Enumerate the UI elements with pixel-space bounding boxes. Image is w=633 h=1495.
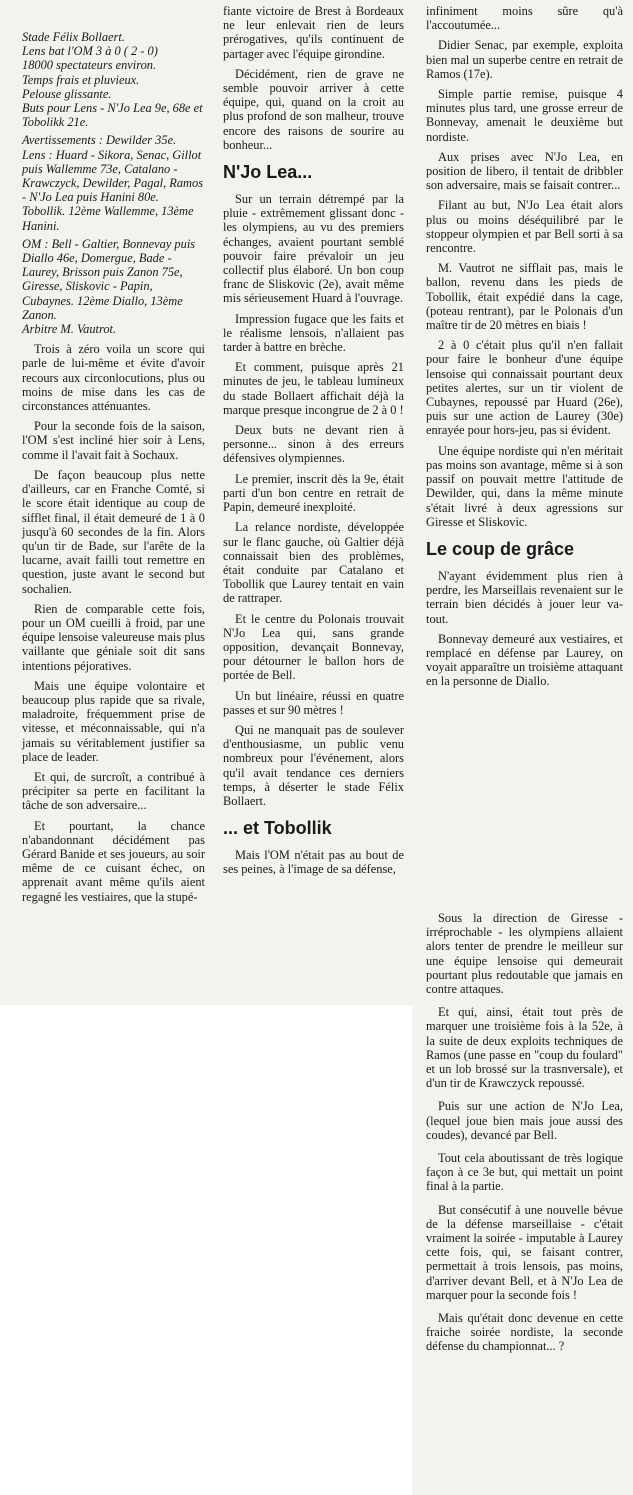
clipping-column-4 <box>412 905 633 1495</box>
article-column-1 <box>22 30 205 1005</box>
paragraph: Qui ne manquait pas de soulever d'enthousiasme, un public venu nombreux pour l'événement, alors qu'il avait tendance ces derniers temps, à déserter le stade Félix Bollaert. <box>223 722 404 808</box>
paragraph: Didier Senac, par exemple, exploita bien mal un superbe centre en retrait de Ramos (17e). <box>426 38 623 81</box>
paragraph: Sous la direction de Giresse - irréprochable - les olympiens allaient alors tenter de prendre le meilleur sur une équipe lensoise qui demeurait pourtant plus redoutable que jamais en contre attaques. <box>426 911 623 997</box>
match-sheet-line: Temps frais et pluvieux. <box>22 72 140 87</box>
paragraph: Mais une équipe volontaire et beaucoup plus rapide que sa rivale, maladroite, fréquemment prise de vitesse, et méconnaissable, qui n'a jamais su véritablement justifier sa place de leader. <box>22 678 205 764</box>
paragraph: Un but linéaire, réussi en quatre passes et sur 90 mètres ! <box>223 688 404 717</box>
paragraph: Et le centre du Polonais trouvait N'Jo Lea qui, sans grande opposition, devançait Bonnevay, pour détourner le ballon hors de portée de Bell. <box>223 611 404 683</box>
match-sheet-line: Stade Félix Bollaert. <box>22 30 125 44</box>
paragraph: De façon beaucoup plus nette d'ailleurs, car en Franche Comté, si le score était identique au coup de sifflet final, il était demeuré de 1 à 0 jusqu'à 60 secondes de la fin. Alors qu'un tir de Bade, sur l'arête de la lucarne, avait failli tout remettre en question, juste avant le second but sochalien. <box>22 467 205 596</box>
paragraph: Et qui, ainsi, était tout près de marquer une troisième fois à la 52e, à la suite de deux exploits techniques de Ramos (une passe en "coup du foulard" et un lob brossé sur la trasnversale), et d'un tir de Krawczyck repoussé. <box>426 1005 623 1091</box>
paragraph: Deux buts ne devant rien à personne... sinon à des erreurs défensives olympiennes. <box>223 423 404 466</box>
section-heading: ... et Tobollik <box>223 818 332 839</box>
paragraph: Décidément, rien de grave ne semble pouvoir arriver à cette équipe, qui, quand on la croit au plus profond de son malheur, trouve encore des raisons de sourire au bonheur... <box>223 66 404 152</box>
clipping-column-3 <box>412 0 633 905</box>
clipping-column-1 <box>0 0 211 1005</box>
paragraph: Le premier, inscrit dès la 9e, était parti d'un bon centre en retrait de Papin, demeuré inexploité. <box>223 471 404 515</box>
paragraph: Et qui, de surcroît, a contribué à précipiter sa perte en facilitant la tâche de son adversaire... <box>22 769 205 813</box>
match-sheet-line: Lens bat l'OM 3 à 0 ( 2 - 0) <box>22 44 158 59</box>
section-heading: N'Jo Lea... <box>223 162 313 183</box>
paragraph: Impression fugace que les faits et le réalisme lensois, n'allaient pas tarder à battre en brèche. <box>223 311 404 355</box>
paragraph: Trois à zéro voila un score qui parle de lui-même et évite d'avoir recours aux circonlocutions, plus ou moins de mise dans les cas de circonstances atténuantes. <box>22 342 205 414</box>
paragraph: But consécutif à une nouvelle bévue de la défense marseillaise - c'était vraiment la soirée - imputable à Laurey cette fois, qui, se faisant contrer, permettait à trois lensois, pas moins, d'arriver devant Bell, et à N'Jo Lea de marquer pour la seconde fois ! <box>426 1202 623 1302</box>
match-sheet-line: OM : Bell - Galtier, Bonnevay puis Diallo 46e, Domergue, Bade - Laurey, Brisson puis Zanon 75e, Giresse, Sliskovic - Papin, Cubaynes. 12ème Diallo, 13ème Zanon. <box>22 236 196 322</box>
paragraph: M. Vautrot ne sifflait pas, mais le ballon, revenu dans les pieds de Tobollik, était expédié dans la cage, (poteau rentrant), par le Polonais d'un maître tir de 20 mètres en biais ! <box>426 261 623 333</box>
match-sheet-line: Lens : Huard - Sikora, Senac, Gillot puis Wallemme 73e, Catalano - Krawczyck, Dewilder, Pagal, Ramos - N'Jo Lea puis Hanini 80e. Tobollik. 12ème Wallemme, 13ème Hanini. <box>22 147 204 233</box>
article-column-4 <box>426 911 623 1495</box>
paragraph: Aux prises avec N'Jo Lea, en position de libero, il tentait de dribbler son adversaire, mais se faisait contrer... <box>426 149 623 193</box>
paragraph: Une équipe nordiste qui n'en méritait pas moins son avantage, même si à son passif on pouvait mettre l'attitude de Dewilder, qui, dans la même minute s'était livré à deux agressions sur Giresse et Sliskovic. <box>426 443 623 529</box>
paragraph: 2 à 0 c'était plus qu'il n'en fallait pour faire le bonheur d'une équipe lensoise qui connaissait pourtant deux petites alertes, sur un tir violent de Cubaynes, repoussé par Huard (26e), puis sur une action de Laurey (30e) enrayée pour hors-jeu, pas si évident. <box>426 338 623 438</box>
article-column-2 <box>223 4 404 1005</box>
paragraph: La relance nordiste, développée sur le flanc gauche, où Galtier déjà connaissait bien des problèmes, était conduite par Catalano et Tobollik que Laurey tentait en vain de rattraper. <box>223 520 404 606</box>
paragraph: Puis sur une action de N'Jo Lea, (lequel joue bien mais joue aussi des coudes), devancé par Bell. <box>426 1099 623 1142</box>
paragraph: Mais qu'était donc devenue en cette fraiche soirée nordiste, la seconde défense du championnat... ? <box>426 1311 623 1354</box>
paragraph: Mais l'OM n'était pas au bout de ses peines, à l'image de sa défense, <box>223 848 404 877</box>
article-column-3 <box>426 4 623 905</box>
paragraph: Et comment, puisque après 21 minutes de jeu, le tableau lumineux du stade Bollaert affichait déjà la marque presque incongrue de 2 à 0 ! <box>223 360 404 417</box>
clipping-column-2 <box>211 0 412 1005</box>
paragraph: Bonnevay demeuré aux vestiaires, et remplacé en défense par Laurey, on voyait apparaître un troisième attaquant en la personne de Diallo. <box>426 631 623 689</box>
paragraph: Filant au but, N'Jo Lea était alors plus ou moins déséquilibré par le stoppeur olympien et par Bell sorti à sa rencontre. <box>426 198 623 256</box>
paragraph: N'ayant évidemment plus rien à perdre, les Marseillais revenaient sur le terrain bien décidés à jouer leur va-tout. <box>426 568 623 626</box>
paragraph: Et pourtant, la chance n'abandonnant décidément pas Gérard Banide et ses joueurs, au soir même de ce cuisant échec, on apprenait avant même qu'ils aient regagné les vestiaires, que la stupé- <box>22 818 205 904</box>
match-sheet-line: Avertissements : Dewilder 35e. <box>22 133 177 148</box>
paragraph: Sur un terrain détrempé par la pluie - extrêmement glissant donc - les olympiens, au vu des premiers échanges, avaient pourtant semblé pouvoir faire prévaloir un jeu collectif plus élaboré. Un bon coup franc de Sliskovic (2e), avait même mis sérieusement Huard à l'ouvrage. <box>223 192 404 306</box>
paragraph: Tout cela aboutissant de très logique façon à ce 3e but, qui mettait un point final à la partie. <box>426 1151 623 1194</box>
match-sheet-line: Pelouse glissante. <box>22 86 112 101</box>
paragraph: Rien de comparable cette fois, pour un OM cueilli à froid, par une équipe lensoise valeureuse mais plus vaillante que géniale soit dit sans intentions péjoratives. <box>22 601 205 673</box>
paragraph: Pour la seconde fois de la saison, l'OM s'est incliné hier soir à Lens, comme il l'avait fait à Sochaux. <box>22 419 205 462</box>
match-sheet-line: 18000 spectateurs environ. <box>22 58 157 73</box>
paragraph: Simple partie remise, puisque 4 minutes plus tard, une grosse erreur de Bonnevay, amenait le deuxième but nordiste. <box>426 87 623 144</box>
paragraph: infiniment moins sûre qu'à l'accoutumée... <box>426 4 623 33</box>
paragraph: fiante victoire de Brest à Bordeaux ne leur enlevait rien de leurs prérogatives, qu'ils continuent de partager avec l'équipe girondine. <box>223 4 404 61</box>
match-sheet-line: Buts pour Lens - N'Jo Lea 9e, 68e et Tobolikk 21e. <box>22 101 203 130</box>
section-heading: Le coup de grâce <box>426 538 575 559</box>
match-sheet-line: Arbitre M. Vautrot. <box>22 322 117 337</box>
match-sheet <box>22 30 205 336</box>
